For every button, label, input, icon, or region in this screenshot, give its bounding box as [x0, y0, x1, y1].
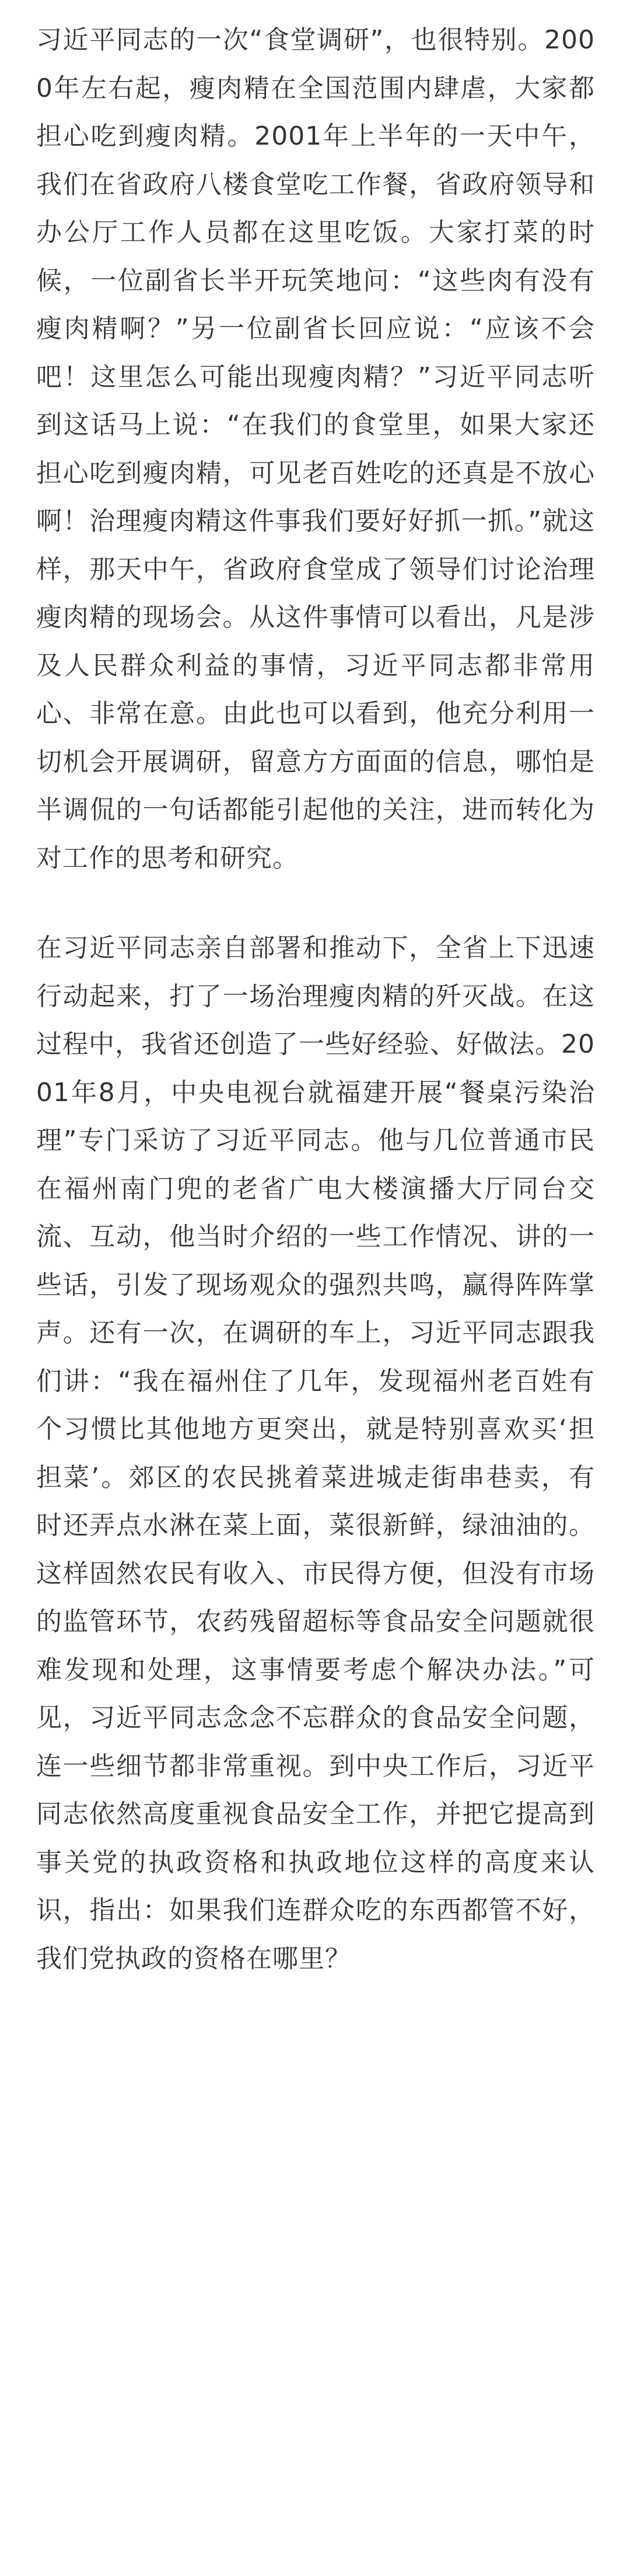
paragraph-food-safety-campaign: 在习近平同志亲自部署和推动下，全省上下迅速行动起来，打了一场治理瘦肉精的歼灭战。在这过程中，我省还创造了一些好经验、好做法。2001年8月，中央电视台就福建开展“餐桌污染治理”专门采访了习近平同志。他与几位普通市民在福州南门兜的老省广电大楼演播大厅同台交流、互动，他当时介绍的一些工作情况、讲的一些话，引发了现场观众的强烈共鸣，赢得阵阵掌声。还有一次，在调研的车上，习近平同志跟我们讲：“我在福州住了几年，发现福州老百姓有个习惯比其他地方更突出，就是特别喜欢买‘担担菜’。郊区的农民挑着菜进城走街串巷卖，有时还弄点水淋在菜上面，菜很新鲜，绿油油的。这样固然农民有收入、市民得方便，但没有市场的监管环节，农药残留超标等食品安全问题就很难发现和处理，这事情要考虑个解决办法。”可见，习近平同志念念不忘群众的食品安全问题，连一些细节都非常重视。到中央工作后，习近平同志依然高度重视食品安全工作，并把它提高到事关党的执政资格和执政地位这样的高度来认识，指出：如果我们连群众吃的东西都管不好，我们党执政的资格在哪里？ [36, 933, 595, 1974]
article-body [36, 16, 595, 1983]
paragraph-canteen-research: 习近平同志的一次“食堂调研”，也很特别。2000年左右起，瘦肉精在全国范围内肆虐，大家都担心吃到瘦肉精。2001年上半年的一天中午，我们在省政府八楼食堂吃工作餐，省政府领导和办公厅工作人员都在这里吃饭。大家打菜的时候，一位副省长半开玩笑地问：“这些肉有没有瘦肉精啊？”另一位副省长回应说：“应该不会吧！这里怎么可能出现瘦肉精？”习近平同志听到这话马上说：“在我们的食堂里，如果大家还担心吃到瘦肉精，可见老百姓吃的还真是不放心啊！治理瘦肉精这件事我们要好好抓一抓。”就这样，那天中午，省政府食堂成了领导们讨论治理瘦肉精的现场会。从这件事情可以看出，凡是涉及人民群众利益的事情，习近平同志都非常用心、非常在意。由此也可以看到，他充分利用一切机会开展调研，留意方方面面的信息，哪怕是半调侃的一句话都能引起他的关注，进而转化为对工作的思考和研究。 [36, 25, 595, 873]
